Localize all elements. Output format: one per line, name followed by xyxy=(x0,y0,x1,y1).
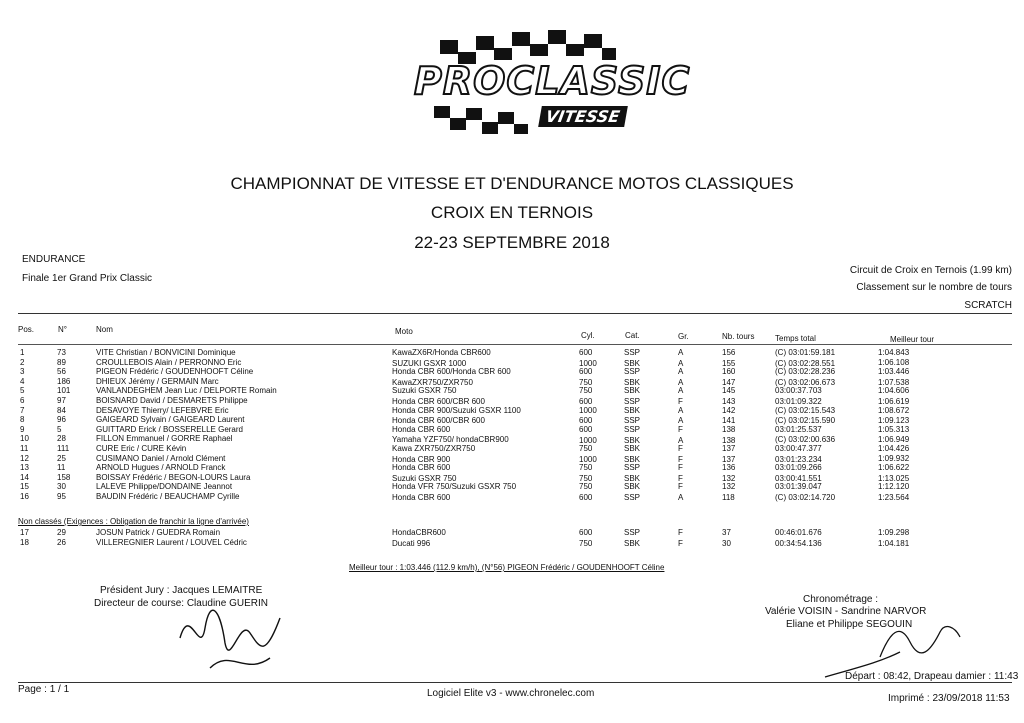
cell-total: 00:46:01.676 xyxy=(775,528,822,537)
cell-num: 96 xyxy=(57,415,66,425)
cell-moto: KawaZX6R/Honda CBR600 xyxy=(392,348,491,357)
cell-name: GUITTARD Erick / BOSSERELLE Gerard xyxy=(96,424,243,434)
cell-name: BOISNARD David / DESMARETS Philippe xyxy=(96,396,248,405)
cell-best: 1:04.843 xyxy=(878,348,910,357)
cell-name: CUSIMANO Daniel / Arnold Clément xyxy=(96,453,226,463)
cell-cyl: 750 xyxy=(579,482,593,492)
cell-cat: SSP xyxy=(624,424,641,434)
cell-pos: 3 xyxy=(20,367,25,377)
cell-moto: Yamaha YZF750/ hondaCBR900 xyxy=(392,435,509,445)
cell-pos: 5 xyxy=(20,386,25,396)
cell-pos: 7 xyxy=(20,405,25,415)
cell-cyl: 1000 xyxy=(579,405,597,415)
cell-total: (C) 03:02:28.236 xyxy=(775,367,836,377)
cell-moto: Honda CBR 900/Suzuki GSXR 1100 xyxy=(392,405,521,415)
cell-pos: 1 xyxy=(20,348,25,357)
cell-pos: 15 xyxy=(20,482,29,492)
cell-cyl: 750 xyxy=(579,474,593,483)
cell-cat: SBK xyxy=(624,405,641,415)
cell-laps: 147 xyxy=(722,377,736,387)
printed-date: Imprimé : 23/09/2018 11:53 xyxy=(888,693,1010,704)
cell-pos: 2 xyxy=(20,357,25,367)
cell-name: ARNOLD Hugues / ARNOLD Franck xyxy=(96,463,226,473)
proclassic-logo xyxy=(410,22,691,140)
cell-total: (C) 03:01:59.181 xyxy=(775,348,836,357)
cell-num: 30 xyxy=(57,482,66,492)
event-dates: 22-23 SEPTEMBRE 2018 xyxy=(414,233,610,252)
cell-best: 1:06.949 xyxy=(878,435,910,445)
header-underline xyxy=(18,344,1012,345)
cell-num: 101 xyxy=(57,386,71,396)
cell-num: 111 xyxy=(57,444,70,453)
cell-num: 29 xyxy=(57,528,66,537)
software-credit: Logiciel Elite v3 - www.chronelec.com xyxy=(427,688,595,699)
cell-cyl: 600 xyxy=(579,416,593,426)
cell-cat: SSP xyxy=(624,397,641,407)
cell-name: CROULLEBOIS Alain / PERRONNO Eric xyxy=(96,357,242,367)
cell-cyl: 600 xyxy=(579,528,593,537)
cell-gr: F xyxy=(678,482,683,492)
best-lap-line: Meilleur tour : 1:03.446 (112.9 km/h), (N°56) PIGEON Frédéric / GOUDENHOOFT Céline xyxy=(349,563,665,572)
cell-moto: Honda CBR 600 xyxy=(392,463,451,473)
cell-pos: 16 xyxy=(20,492,29,501)
circuit-name: Circuit de Croix en Ternois (1.99 km) xyxy=(849,265,1012,276)
cell-pos: 18 xyxy=(20,537,29,547)
non-classified-heading: Non classés (Exigences : Obligation de franchir la ligne d'arrivée) xyxy=(18,517,249,526)
cell-laps: 137 xyxy=(722,444,736,453)
cell-total: (C) 03:02:15.543 xyxy=(775,405,836,415)
cell-gr: F xyxy=(678,539,683,548)
page-number: Page : 1 / 1 xyxy=(18,684,70,695)
cell-pos: 13 xyxy=(20,463,29,473)
cell-gr: A xyxy=(678,435,684,445)
cell-name: BAUDIN Frédéric / BEAUCHAMP Cyrille xyxy=(96,492,240,501)
cell-total: 03:00:47.377 xyxy=(775,444,822,453)
cell-num: 158 xyxy=(57,472,71,482)
cell-cyl: 1000 xyxy=(579,454,597,464)
cell-total: 00:34:54.136 xyxy=(775,538,822,548)
cell-laps: 37 xyxy=(722,528,731,537)
cell-pos: 9 xyxy=(20,424,25,434)
scratch-label: SCRATCH xyxy=(964,300,1012,311)
race-director: Directeur de course: Claudine GUERIN xyxy=(94,598,268,609)
cell-cat: SBK xyxy=(624,473,641,483)
timing-staff-1: Valérie VOISIN - Sandrine NARVOR xyxy=(765,606,927,617)
cell-num: 73 xyxy=(57,348,66,357)
cell-moto: KawaZXR750/ZXR750 xyxy=(392,377,473,387)
cell-laps: 132 xyxy=(722,482,736,492)
cell-laps: 118 xyxy=(722,493,735,503)
col-moto: Moto xyxy=(395,327,413,336)
cell-best: 1:12.120 xyxy=(878,482,910,492)
cell-total: 03:01:25.537 xyxy=(775,424,822,434)
cell-best: 1:23.564 xyxy=(878,492,910,502)
cell-cyl: 600 xyxy=(579,348,593,357)
logo-wordmark: PROCLASSIC xyxy=(414,59,691,103)
cell-gr: F xyxy=(678,454,683,464)
cell-cyl: 1000 xyxy=(579,435,597,445)
cell-cyl: 600 xyxy=(579,424,593,434)
cell-cat: SBK xyxy=(624,482,641,492)
cell-total: 03:01:09.322 xyxy=(775,396,822,406)
cell-moto: Suzuki GSXR 750 xyxy=(392,386,457,396)
cell-best: 1:04.606 xyxy=(878,386,910,396)
cell-pos: 8 xyxy=(20,415,25,425)
timing-heading: Chronométrage : xyxy=(803,594,879,605)
cell-cyl: 750 xyxy=(579,463,593,473)
cell-best: 1:06.108 xyxy=(878,358,910,368)
cell-laps: 145 xyxy=(722,386,736,396)
cell-gr: A xyxy=(678,378,684,387)
cell-name: BOISSAY Frédéric / BEGON-LOURS Laura xyxy=(96,472,251,482)
cell-cyl: 1000 xyxy=(579,358,597,368)
cell-num: 95 xyxy=(57,492,66,501)
cell-cat: SBK xyxy=(624,358,641,368)
cell-best: 1:03.446 xyxy=(878,367,910,377)
col-num: N° xyxy=(58,325,67,334)
page-title: CHAMPIONNAT DE VITESSE ET D'ENDURANCE MOTOS CLASSIQUES xyxy=(230,174,794,193)
cell-cyl: 600 xyxy=(579,367,593,377)
cell-gr: F xyxy=(678,474,683,483)
col-gr: Gr. xyxy=(678,332,689,341)
cell-pos: 11 xyxy=(20,444,29,453)
cell-num: 56 xyxy=(57,367,66,377)
cell-cat: SSP xyxy=(624,493,641,503)
cell-gr: F xyxy=(678,397,683,407)
cell-num: 26 xyxy=(57,537,66,547)
cell-name: PIGEON Frédéric / GOUDENHOOFT Céline xyxy=(96,367,254,377)
cell-laps: 141 xyxy=(722,416,736,426)
cell-name: VILLEREGNIER Laurent / LOUVEL Cédric xyxy=(96,537,247,547)
cell-best: 1:07.538 xyxy=(878,377,910,387)
divider-line xyxy=(18,313,1012,314)
cell-cyl: 750 xyxy=(579,444,593,453)
col-pos: Pos. xyxy=(18,325,35,334)
col-laps: Nb. tours xyxy=(722,332,755,341)
cell-cyl: 600 xyxy=(579,397,593,407)
cell-total: 03:01:39.047 xyxy=(775,482,822,492)
cell-cat: SSP xyxy=(624,416,641,426)
cell-total: 03:01:23.234 xyxy=(775,454,822,464)
cell-gr: F xyxy=(678,424,683,434)
event-type: ENDURANCE xyxy=(22,254,86,265)
cell-cat: SBK xyxy=(624,454,641,464)
cell-gr: F xyxy=(678,463,683,473)
cell-pos: 17 xyxy=(20,528,29,537)
col-cyl: Cyl. xyxy=(581,331,595,340)
cell-name: FILLON Emmanuel / GORRE Raphael xyxy=(96,434,233,444)
ranking-mode: Classement sur le nombre de tours xyxy=(856,282,1012,293)
cell-pos: 4 xyxy=(20,376,25,386)
col-best: Meilleur tour xyxy=(890,335,935,344)
cell-cyl: 750 xyxy=(579,539,593,548)
col-cat: Cat. xyxy=(625,331,640,340)
cell-name: JOSUN Patrick / GUEDRA Romain xyxy=(96,528,221,537)
cell-moto: Honda CBR 600/Honda CBR 600 xyxy=(392,367,511,377)
col-total: Temps total xyxy=(775,334,816,343)
cell-laps: 138 xyxy=(722,435,736,445)
cell-gr: F xyxy=(678,528,683,537)
start-flag-times: Départ : 08:42, Drapeau damier : 11:43 xyxy=(845,671,1019,682)
cell-best: 1:05.313 xyxy=(878,424,910,434)
cell-laps: 142 xyxy=(722,405,736,415)
cell-num: 25 xyxy=(57,453,66,463)
timing-staff-2: Eliane et Philippe SEGOUIN xyxy=(786,619,913,630)
director-signature xyxy=(170,598,290,678)
cell-laps: 137 xyxy=(722,454,736,464)
cell-pos: 12 xyxy=(20,453,29,463)
cell-total: (C) 03:02:14.720 xyxy=(775,492,836,502)
cell-gr: A xyxy=(678,386,684,396)
cell-best: 1:13.025 xyxy=(878,473,910,483)
logo-tag: VITESSE xyxy=(538,106,627,127)
cell-moto: Honda CBR 600/CBR 600 xyxy=(392,396,485,406)
cell-name: DESAVOYE Thierry/ LEFEBVRE Eric xyxy=(96,405,229,415)
col-name: Nom xyxy=(96,325,113,334)
cell-gr: A xyxy=(678,405,684,415)
cell-gr: A xyxy=(678,416,684,426)
cell-name: VANLANDEGHEM Jean Luc / DELPORTE Romain xyxy=(96,386,277,396)
cell-laps: 160 xyxy=(722,367,736,377)
cell-moto: SUZUKI GSXR 1000 xyxy=(392,358,467,368)
cell-best: 1:09.123 xyxy=(878,415,910,425)
cell-cyl: 750 xyxy=(579,378,593,387)
cell-name: DHIEUX Jérémy / GERMAIN Marc xyxy=(96,376,219,386)
cell-laps: 30 xyxy=(722,538,731,548)
location: CROIX EN TERNOIS xyxy=(430,203,594,222)
cell-name: GAIGEARD Sylvain / GAIGEARD Laurent xyxy=(96,415,245,425)
cell-best: 1:09.932 xyxy=(878,454,910,464)
cell-moto: Honda VFR 750/Suzuki GSXR 750 xyxy=(392,482,517,492)
cell-gr: A xyxy=(678,493,684,503)
cell-laps: 138 xyxy=(722,424,736,434)
cell-moto: Kawa ZXR750/ZXR750 xyxy=(392,444,476,453)
cell-total: (C) 03:02:28.551 xyxy=(775,358,836,368)
cell-best: 1:04.181 xyxy=(878,538,910,548)
cell-total: 03:00:41.551 xyxy=(775,473,822,483)
cell-best: 1:08.672 xyxy=(878,405,910,415)
cell-total: (C) 03:02:06.673 xyxy=(775,377,836,387)
cell-laps: 132 xyxy=(722,473,736,483)
cell-total: 03:00:37.703 xyxy=(775,386,822,396)
cell-laps: 156 xyxy=(722,348,736,357)
cell-num: 28 xyxy=(57,434,66,444)
cell-num: 97 xyxy=(57,396,66,405)
cell-moto: Honda CBR 600 xyxy=(392,492,451,502)
cell-gr: A xyxy=(678,358,684,368)
jury-president: Président Jury : Jacques LEMAITRE xyxy=(100,585,263,596)
cell-gr: A xyxy=(678,348,684,357)
cell-cat: SSP xyxy=(624,463,641,473)
cell-cat: SSP xyxy=(624,348,641,357)
cell-cat: SSP xyxy=(624,367,641,377)
cell-pos: 14 xyxy=(20,472,29,482)
cell-cat: SSP xyxy=(624,528,641,537)
cell-pos: 6 xyxy=(20,396,25,405)
cell-cat: SBK xyxy=(624,386,641,396)
cell-cat: SBK xyxy=(624,444,641,453)
cell-gr: A xyxy=(678,367,684,377)
race-name: Finale 1er Grand Prix Classic xyxy=(22,273,153,284)
cell-cat: SBK xyxy=(624,538,641,548)
cell-name: VITE Christian / BONVICINI Dominique xyxy=(96,348,236,357)
cell-moto: HondaCBR600 xyxy=(392,528,446,537)
footer-line xyxy=(18,682,1012,683)
cell-num: 186 xyxy=(57,376,71,386)
cell-name: LALEVE Philippe/DONDAINE Jeannot xyxy=(96,482,233,492)
cell-num: 11 xyxy=(57,463,66,473)
cell-best: 1:09.298 xyxy=(878,528,910,537)
cell-moto: Ducati 996 xyxy=(392,538,431,548)
cell-pos: 10 xyxy=(20,434,29,444)
cell-name: CURE Eric / CURE Kévin xyxy=(96,444,187,453)
cell-moto: Honda CBR 600 xyxy=(392,424,451,434)
cell-laps: 136 xyxy=(722,463,736,473)
cell-cyl: 600 xyxy=(579,493,593,503)
cell-total: 03:01:09.266 xyxy=(775,463,822,473)
cell-laps: 155 xyxy=(722,358,736,368)
cell-num: 84 xyxy=(57,405,66,415)
cell-cat: SBK xyxy=(624,377,641,387)
cell-total: (C) 03:02:00.636 xyxy=(775,435,836,445)
cell-moto: Suzuki GSXR 750 xyxy=(392,473,457,483)
cell-cat: SBK xyxy=(624,435,641,445)
cell-num: 89 xyxy=(57,357,66,367)
cell-best: 1:06.619 xyxy=(878,396,910,406)
cell-moto: Honda CBR 600/CBR 600 xyxy=(392,416,485,426)
cell-moto: Honda CBR 900 xyxy=(392,454,451,464)
cell-best: 1:04.426 xyxy=(878,444,910,453)
cell-laps: 143 xyxy=(722,397,736,407)
cell-best: 1:06.622 xyxy=(878,463,910,473)
cell-gr: F xyxy=(678,444,683,453)
cell-total: (C) 03:02:15.590 xyxy=(775,416,836,426)
cell-cyl: 750 xyxy=(579,386,593,396)
cell-num: 5 xyxy=(57,424,62,434)
